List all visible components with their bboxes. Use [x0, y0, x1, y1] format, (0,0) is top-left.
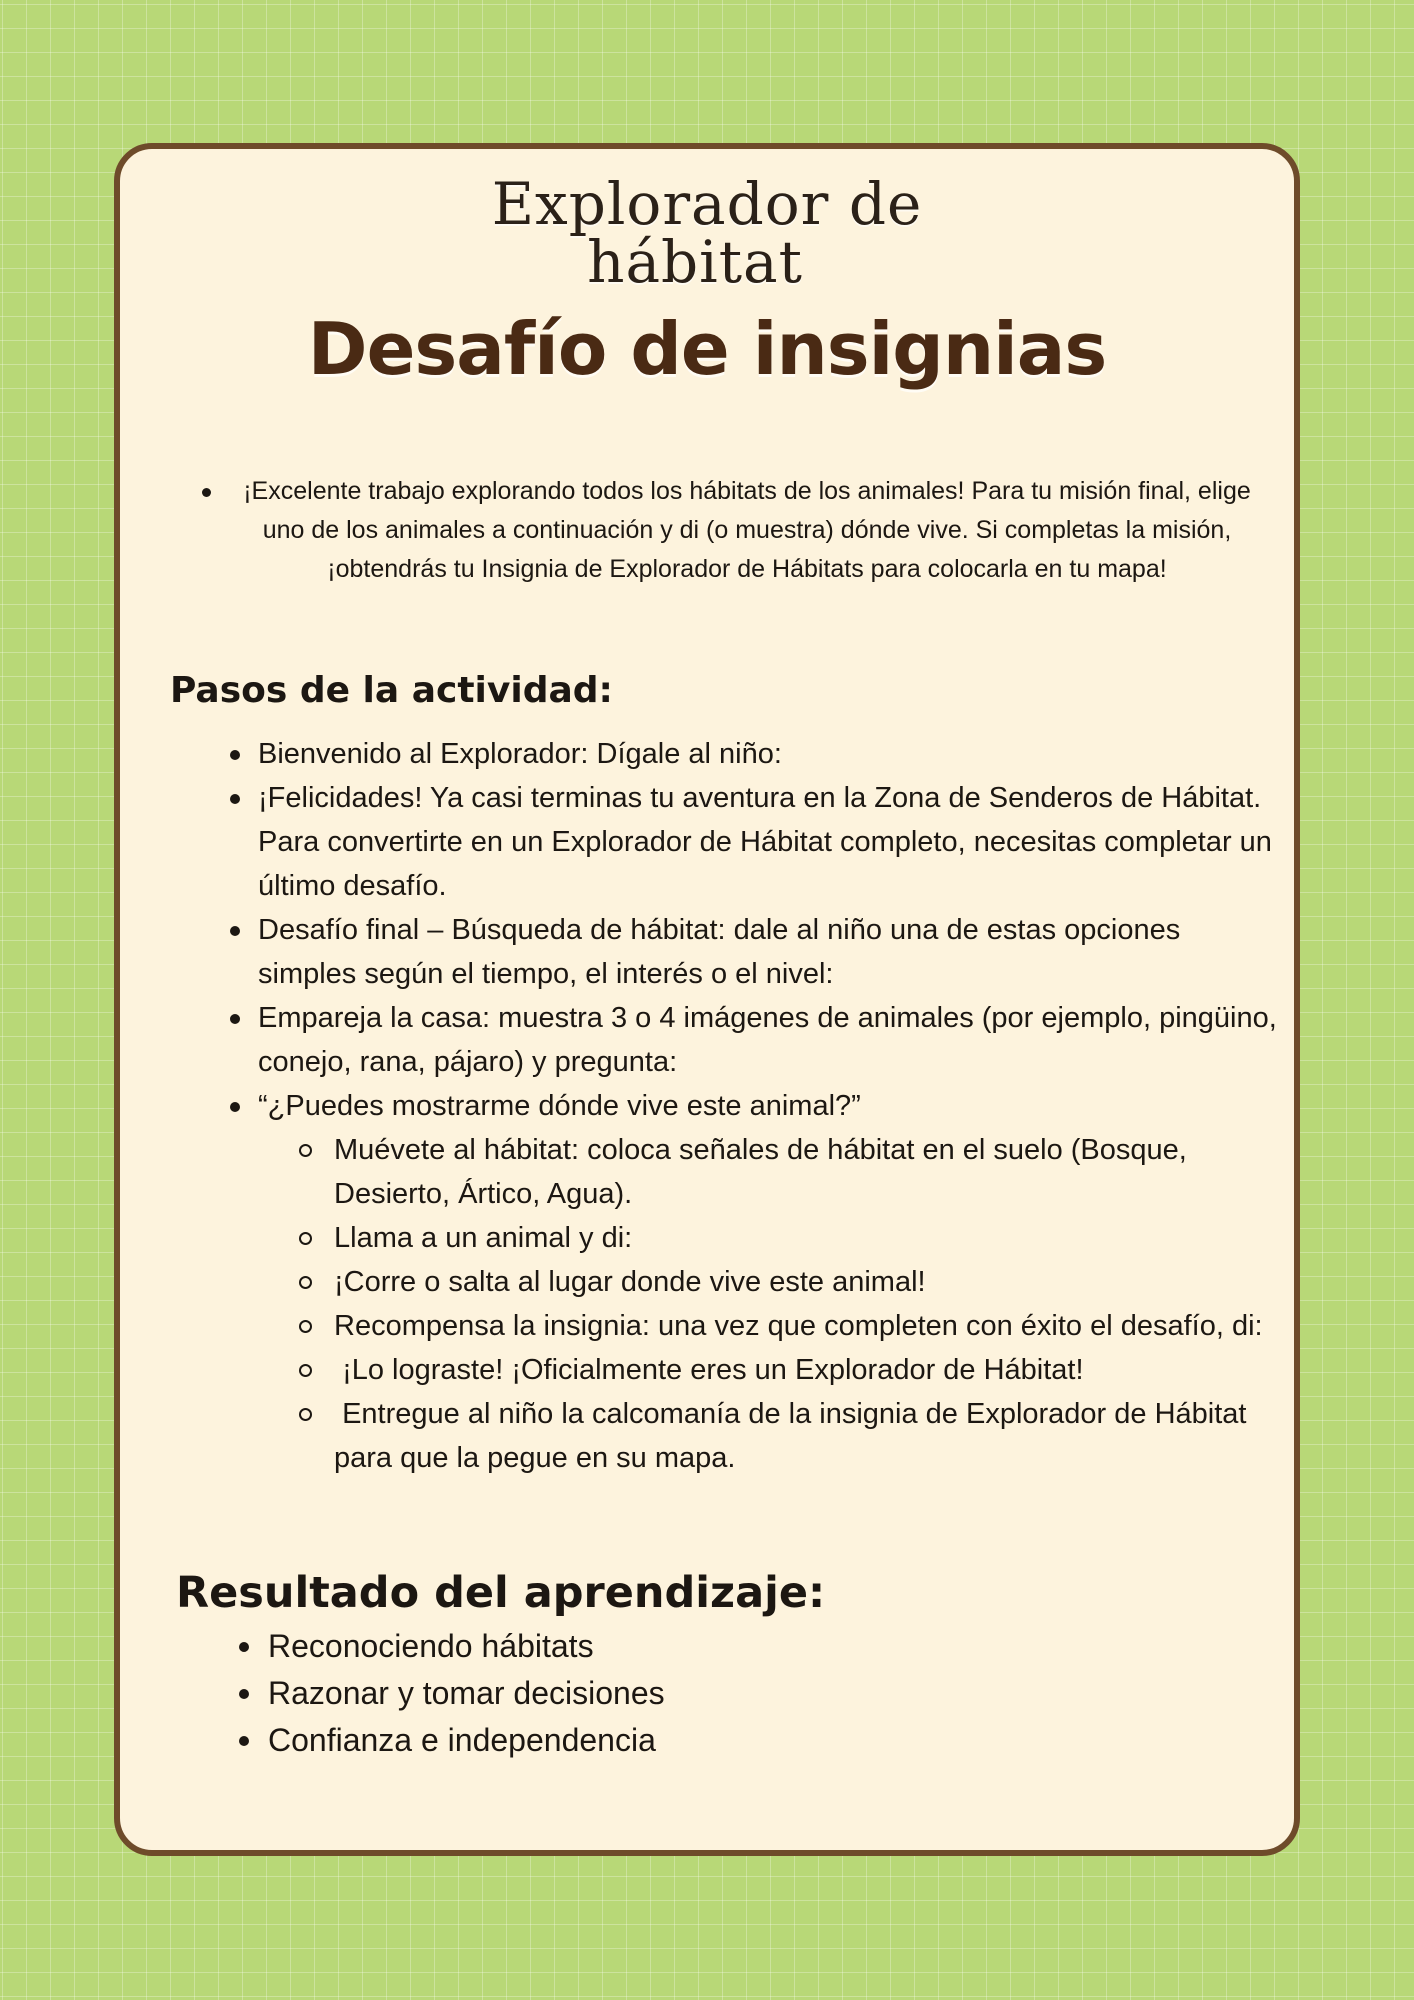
activity-card: [114, 143, 1300, 1856]
intro-text: ¡Excelente trabajo explorando todos los hábitats de los animales! Para tu misión final, elige uno de los animales a continuación y di (o muestra) dónde vive. Si completas la misión, ¡obtendrás tu Insignia de Explorador de Hábitats para colocarla en tu mapa!: [216, 472, 1266, 589]
substep-item: ¡Lo lograste! ¡Oficialmente eres un Explorador de Hábitat!: [334, 1348, 1278, 1392]
intro-list: [216, 472, 1266, 589]
step-item-with-subitems: [258, 1084, 1278, 1480]
step-item: ¡Felicidades! Ya casi terminas tu aventura en la Zona de Senderos de Hábitat. Para convertirte en un Explorador de Hábitat completo, necesitas completar un último desafío.: [258, 776, 1278, 908]
outcome-list: [268, 1623, 665, 1764]
title-line-2: hábitat: [587, 228, 803, 296]
substep-item: ¡Corre o salta al lugar donde vive este animal!: [334, 1260, 1278, 1304]
page-subtitle: Desafío de insignias: [307, 307, 1107, 391]
step-item-text: “¿Puedes mostrarme dónde vive este animal?”: [258, 1090, 861, 1122]
steps-list: [258, 732, 1278, 1480]
outcome-heading: Resultado del aprendizaje:: [176, 1568, 826, 1618]
substeps-list: [258, 1128, 1278, 1480]
substep-item: Llama a un animal y di:: [334, 1216, 1278, 1260]
steps-heading: Pasos de la actividad:: [170, 670, 613, 711]
step-item: Bienvenido al Explorador: Dígale al niño:: [258, 732, 1278, 776]
outcome-item: Reconociendo hábitats: [268, 1623, 665, 1670]
title-line-1: Explorador de: [491, 170, 923, 238]
substep-item: Recompensa la insignia: una vez que completen con éxito el desafío, di:: [334, 1304, 1278, 1348]
substep-item: Muévete al hábitat: coloca señales de hábitat en el suelo (Bosque, Desierto, Ártico, Agua).: [334, 1128, 1278, 1216]
step-item: Empareja la casa: muestra 3 o 4 imágenes de animales (por ejemplo, pingüino, conejo, rana, pájaro) y pregunta:: [258, 996, 1278, 1084]
substep-item: Entregue al niño la calcomanía de la insignia de Explorador de Hábitat para que la pegue en su mapa.: [334, 1392, 1278, 1480]
outcome-item: Confianza e independencia: [268, 1717, 665, 1764]
outcome-item: Razonar y tomar decisiones: [268, 1670, 665, 1717]
page-title: [120, 170, 1294, 296]
step-item: Desafío final – Búsqueda de hábitat: dale al niño una de estas opciones simples según el tiempo, el interés o el nivel:: [258, 908, 1278, 996]
